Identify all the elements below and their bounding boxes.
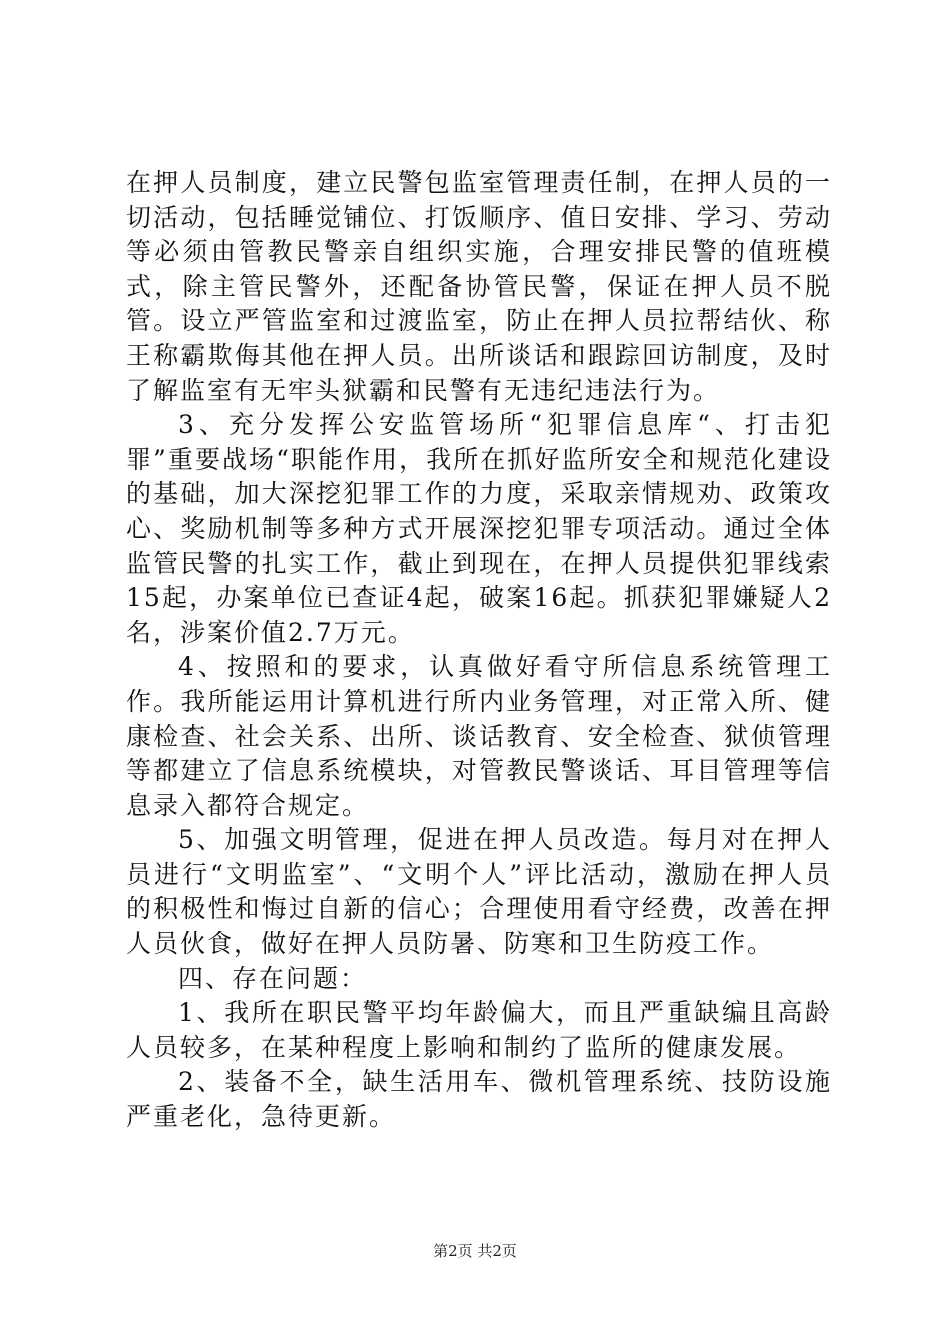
paragraph-detention-management: 在押人员制度，建立民警包监室管理责任制，在押人员的一切活动，包括睡觉铺位、打饭顺序、值日安排、学习、劳动等必须由管教民警亲自组织实施，合理安排民警的值班模式，除主管民警外，还配备协管民警，保证在押人员不脱管。设立严管监室和过渡监室，防止在押人员拉帮结伙、称王称霸欺侮其他在押人员。出所谈话和跟踪回访制度，及时了解监室有无牢头狱霸和民警有无违纪违法行为。 bbox=[126, 168, 832, 405]
page-number-footer: 第2页 共2页 bbox=[433, 1242, 517, 1260]
paragraph-information-system: 4、按照和的要求，认真做好看守所信息系统管理工作。我所能运用计算机进行所内业务管理，对正常入所、健康检查、社会关系、出所、谈话教育、安全检查、狱侦管理等都建立了信息系统模块，对管教民警谈话、耳目管理等信息录入都符合规定。 bbox=[126, 652, 832, 820]
document-body bbox=[126, 166, 832, 1135]
paragraph-crime-information: 3、充分发挥公安监管场所“犯罪信息库“、打击犯罪”重要战场“职能作用，我所在抓好监所安全和规范化建设的基础，加大深挖犯罪工作的力度，采取亲情规劝、政策攻心、奖励机制等多种方式开展深挖犯罪专项活动。通过全体监管民警的扎实工作，截止到现在，在押人员提供犯罪线索15起，办案单位已查证4起，破案16起。抓获犯罪嫌疑人2名，涉案价值2.7万元。 bbox=[126, 410, 832, 647]
section-heading-existing-problems: 四、存在问题： bbox=[178, 963, 368, 993]
paragraph-civilized-management: 5、加强文明管理，促进在押人员改造。每月对在押人员进行“文明监室”、“文明个人”评比活动，激励在押人员的积极性和悔过自新的信心；合理使用看守经费，改善在押人员伙食，做好在押人员防暑、防寒和卫生防疫工作。 bbox=[126, 825, 832, 959]
paragraph-problem-staff-age: 1、我所在职民警平均年龄偏大，而且严重缺编且高龄人员较多，在某种程度上影响和制约了监所的健康发展。 bbox=[126, 998, 832, 1062]
paragraph-problem-equipment: 2、装备不全，缺生活用车、微机管理系统、技防设施严重老化，急待更新。 bbox=[126, 1067, 832, 1132]
